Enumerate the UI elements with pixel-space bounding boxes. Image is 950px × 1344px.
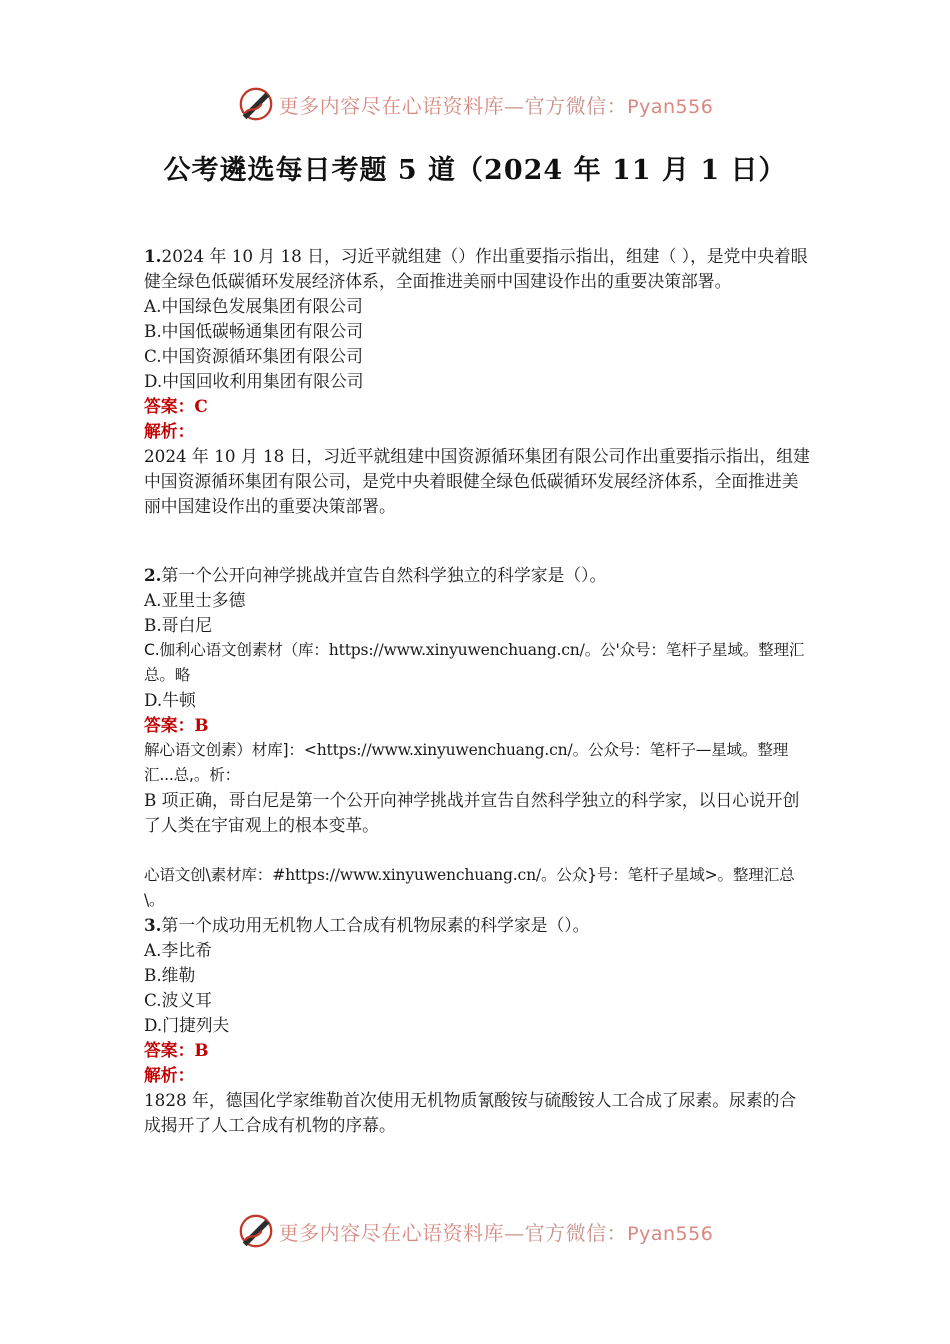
question-number: 2. bbox=[144, 565, 162, 585]
banner-wechat-id: Pyan556 bbox=[627, 1222, 714, 1245]
answer-label: 答案： bbox=[144, 396, 195, 416]
question-stem: 第一个成功用无机物人工合成有机物尿素的科学家是（）。 bbox=[161, 915, 590, 935]
watermark-text: 心语文创\素材库：# bbox=[144, 866, 286, 884]
option-d: D.牛顿 bbox=[144, 690, 196, 710]
pen-logo-icon bbox=[237, 85, 275, 123]
banner-text: 更多内容尽在心语资料库 bbox=[278, 93, 505, 118]
banner-separator: — bbox=[504, 93, 525, 118]
question-number: 3. bbox=[144, 915, 162, 935]
analysis-text: 1828 年，德国化学家维勒首次使用无机物质氰酸铵与硫酸铵人工合成了尿素。尿素的合成揭开了人工合成有机物的序幕。 bbox=[144, 1090, 797, 1135]
watermark-text: 。公众}号：笔杆子星域>。整理汇总\。 bbox=[144, 866, 795, 909]
banner-text: 更多内容尽在心语资料库 bbox=[278, 1220, 505, 1245]
option-a: A.中国绿色发展集团有限公司 bbox=[144, 296, 363, 316]
option-c-watermarked bbox=[144, 638, 812, 688]
question-2 bbox=[144, 563, 812, 838]
watermark-line bbox=[144, 863, 812, 913]
analysis-text: 2024 年 10 月 18 日，习近平就组建中国资源循环集团有限公司作出重要指示指出，组建中国资源循环集团有限公司，是党中央着眼健全绿色低碳循环发展经济体系，全面推进美丽中国建设作出的重要决策部署。 bbox=[144, 446, 810, 516]
answer-value: B bbox=[194, 1040, 209, 1060]
question-text bbox=[144, 913, 812, 938]
question-stem: 2024 年 10 月 18 日，习近平就组建（）作出重要指示指出，组建（ ），是党中央着眼健全绿色低碳循环发展经济体系，全面推进美丽中国建设作出的重要决策部署。 bbox=[144, 246, 808, 291]
answer-label: 答案： bbox=[144, 1040, 195, 1060]
analysis-label: 解析： bbox=[144, 1065, 195, 1085]
question-3 bbox=[144, 913, 812, 1138]
banner-wechat-id: Pyan556 bbox=[627, 95, 714, 118]
option-a: A.亚里士多德 bbox=[144, 590, 246, 610]
watermark-url: https://www.xinyuwenchuang.cn/ bbox=[328, 641, 585, 659]
question-stem: 第一个公开向神学挑战并宣告自然科学独立的科学家是（）。 bbox=[161, 565, 607, 585]
option-b: B.维勒 bbox=[144, 965, 196, 985]
analysis-label-watermarked bbox=[144, 738, 812, 788]
answer-line bbox=[144, 394, 812, 419]
pen-logo-icon bbox=[237, 1212, 275, 1250]
option-b: B.中国低碳畅通集团有限公司 bbox=[144, 321, 364, 341]
banner-wechat-label: 官方微信： bbox=[524, 93, 628, 118]
watermark-url: https://www.xinyuwenchuang.cn/ bbox=[285, 866, 541, 884]
watermark-text: 。公众号：笔杆子—星域。整理汇...总,。析： bbox=[144, 741, 789, 784]
question-text bbox=[144, 563, 812, 588]
option-d: D.中国回收利用集团有限公司 bbox=[144, 371, 364, 391]
answer-value: B bbox=[194, 715, 209, 735]
page-title: 公考遴选每日考题 5 道（2024 年 11 月 1 日） bbox=[163, 155, 787, 186]
analysis-text: B 项正确，哥白尼是第一个公开向神学挑战并宣告自然科学独立的科学家，以日心说开创了人类在宇宙观上的根本变革。 bbox=[144, 790, 800, 835]
watermark-text: 解心语文创素）材库]：< bbox=[144, 741, 317, 759]
watermark-url: https://www.xinyuwenchuang.cn/ bbox=[316, 741, 573, 759]
footer-banner bbox=[0, 1211, 950, 1251]
analysis-label: 解析： bbox=[144, 421, 195, 441]
answer-line bbox=[144, 713, 812, 738]
answer-line bbox=[144, 1038, 812, 1063]
banner-wechat-label: 官方微信： bbox=[524, 1220, 628, 1245]
option-b: B.哥白尼 bbox=[144, 615, 213, 635]
question-text bbox=[144, 244, 812, 294]
option-a: A.李比希 bbox=[144, 940, 212, 960]
option-c-text: C.伽利心语文创素材（库： bbox=[144, 641, 329, 659]
question-number: 1. bbox=[144, 246, 162, 266]
answer-value: C bbox=[194, 396, 208, 416]
answer-label: 答案： bbox=[144, 715, 195, 735]
option-d: D.门捷列夫 bbox=[144, 1015, 230, 1035]
watermark-text: 。公'众号：笔杆子星域。整理汇总。略 bbox=[144, 641, 805, 684]
banner-separator: — bbox=[504, 1220, 525, 1245]
questions-body bbox=[144, 244, 812, 1138]
option-c: C.波义耳 bbox=[144, 990, 212, 1010]
option-c: C.中国资源循环集团有限公司 bbox=[144, 346, 363, 366]
question-1 bbox=[144, 244, 812, 519]
header-banner bbox=[0, 84, 950, 124]
